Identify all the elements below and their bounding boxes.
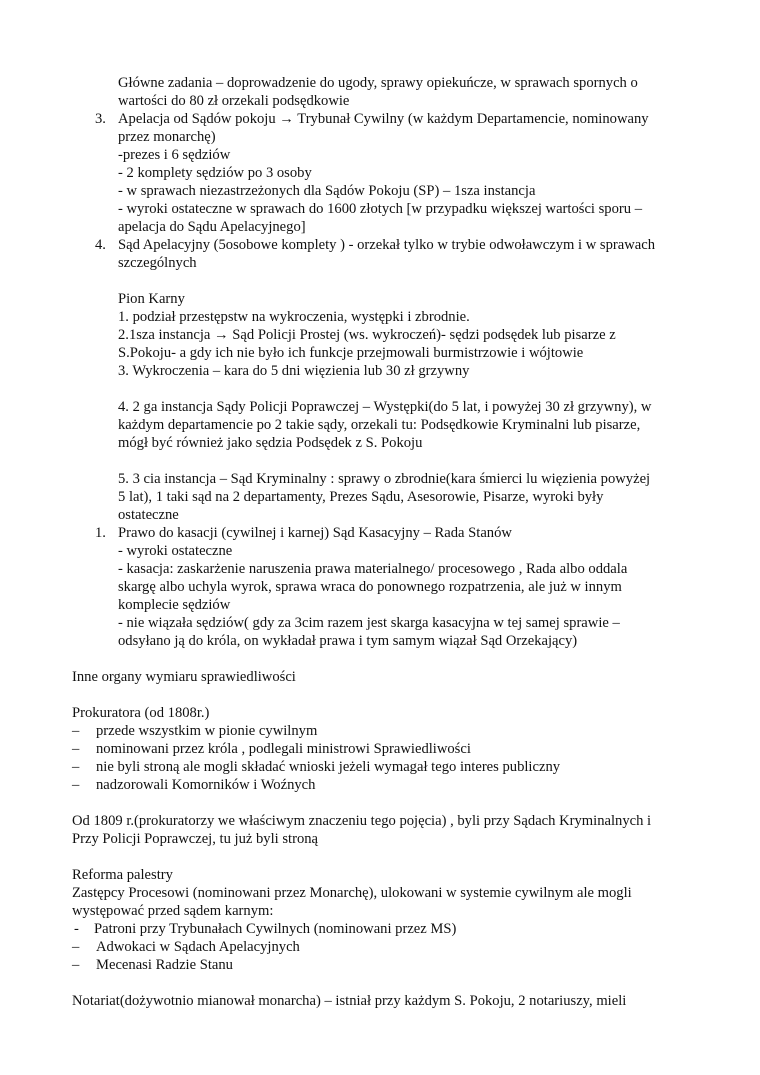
item3-line-4: - 2 komplety sędziów po 3 osoby (118, 165, 312, 181)
item1-line-6: - nie wiązała sędziów( gdy za 3cim razem jest skarga kasacyjna w tej samej sprawie – (118, 615, 620, 631)
pion-karny-p1: 1. podział przestępstw na wykroczenia, występki i zbrodnie. (118, 309, 470, 325)
item3-line-2: przez monarchę) (118, 129, 216, 145)
item1-line-2: - wyroki ostateczne (118, 543, 233, 559)
item3-line-7: apelacja do Sądu Apelacyjnego] (118, 219, 306, 235)
prokuratora-bullet-3: nie byli stroną ale mogli składać wnioski jeżeli wymagał tego interes publiczny (96, 759, 561, 775)
bullet-dash: – (72, 939, 80, 955)
pion-karny-p3: 3. Wykroczenia – kara do 5 dni więzienia lub 30 zł grzywny (118, 363, 470, 379)
intro-line-1: Główne zadania – doprowadzenie do ugody, sprawy opiekuńcze, w sprawach spornych o (118, 75, 638, 91)
bullet-dash: – (72, 777, 80, 793)
item4-line-1: Sąd Apelacyjny (5osobowe komplety ) - orzekał tylko w trybie odwoławczym i w sprawach (118, 237, 655, 253)
prokuratora-bullet-4: nadzorowali Komorników i Woźnych (96, 777, 316, 793)
pion-karny-p2-line-2: S.Pokoju- a gdy ich nie było ich funkcje przejmowali burmistrzowie i wójtowie (118, 345, 584, 361)
item1-line-3: - kasacja: zaskarżenie naruszenia prawa materialnego/ procesowego , Rada albo oddala (118, 561, 628, 577)
prokuratora-title: Prokuratora (od 1808r.) (72, 705, 210, 721)
prokuratora-bullet-2: nominowani przez króla , podlegali ministrowi Sprawiedliwości (96, 741, 471, 757)
palestra-line-1: Zastępcy Procesowi (nominowani przez Monarchę), ulokowani w systemie cywilnym ale mogli (72, 885, 632, 901)
bullet-dash: – (72, 723, 80, 739)
palestra-title: Reforma palestry (72, 867, 173, 883)
bullet-dash: – (72, 759, 80, 775)
item3-line-3: -prezes i 6 sędziów (118, 147, 231, 163)
bullet-dash: – (72, 957, 80, 973)
list-number-4: 4. (95, 237, 106, 253)
pion-karny-p5-line-1: 5. 3 cia instancja – Sąd Kryminalny : sprawy o zbrodnie(kara śmierci lu więzienia powyżej (118, 471, 651, 487)
bullet-dash: – (72, 741, 80, 757)
palestra-bullet-1: Patroni przy Trybunałach Cywilnych (nominowani przez MS) (94, 921, 457, 937)
intro-line-2: wartości do 80 zł orzekali podsędkowie (118, 93, 350, 109)
item4-line-2: szczególnych (118, 255, 197, 271)
pion-karny-title: Pion Karny (118, 291, 185, 307)
pion-karny-p5-line-3: ostateczne (118, 507, 179, 523)
pion-karny-p4-line-3: mógł być również jako sędzia Podsędek z S. Pokoju (118, 435, 423, 451)
list-number-3: 3. (95, 111, 106, 127)
pion-karny-p5-line-2: 5 lat), 1 taki sąd na 2 departamenty, Prezes Sądu, Asesorowie, Pisarze, wyroki były (118, 489, 604, 505)
od1809-line-2: Przy Policji Poprawczej, tu już byli stroną (72, 831, 319, 847)
bullet-hyphen: - (74, 921, 79, 937)
item1-line-5: komplecie sędziów (118, 597, 231, 613)
prokuratora-bullet-1: przede wszystkim w pionie cywilnym (96, 723, 318, 739)
item1-line-7: odsyłano ją do króla, on wykładał prawa i tym samym wiązał Sąd Orzekający) (118, 633, 578, 649)
palestra-line-2: występować przed sądem karnym: (72, 903, 274, 919)
od1809-line-1: Od 1809 r.(prokuratorzy we właściwym znaczeniu tego pojęcia) , byli przy Sądach Kryminalnych i (72, 813, 652, 829)
item3-line-6: - wyroki ostateczne w sprawach do 1600 złotych [w przypadku większej wartości sporu – (118, 201, 642, 217)
pion-karny-p4-line-2: każdym departamencie po 2 takie sądy, orzekali tu: Podsędkowie Kryminalni lub pisarze, (118, 417, 641, 433)
pion-karny-p4-line-1: 4. 2 ga instancja Sądy Policji Poprawczej – Występki(do 5 lat, i powyżej 30 zł grzywny), w (118, 399, 652, 415)
pion-karny-p2-line-1: 2.1sza instancja → Sąd Policji Prostej (ws. wykroczeń)- sędzi podsędek lub pisarze z (118, 327, 616, 343)
notariat-line: Notariat(dożywotnio mianował monarcha) – istniał przy każdym S. Pokoju, 2 notariuszy, mieli (72, 993, 627, 1009)
section-heading-inne-organy: Inne organy wymiaru sprawiedliwości (72, 669, 296, 685)
list-number-1: 1. (95, 525, 106, 541)
palestra-bullet-3: Mecenasi Radzie Stanu (96, 957, 233, 973)
palestra-bullet-2: Adwokaci w Sądach Apelacyjnych (96, 939, 300, 955)
item3-line-5: - w sprawach niezastrzeżonych dla Sądów Pokoju (SP) – 1sza instancja (118, 183, 536, 199)
item3-line-1: Apelacja od Sądów pokoju → Trybunał Cywilny (w każdym Departamencie, nominowany (118, 111, 649, 127)
item1-line-4: skargę albo uchyla wyrok, sprawa wraca do ponownego rozpatrzenia, ale już w innym (118, 579, 622, 595)
item1-line-1: Prawo do kasacji (cywilnej i karnej) Sąd Kasacyjny – Rada Stanów (118, 525, 512, 541)
